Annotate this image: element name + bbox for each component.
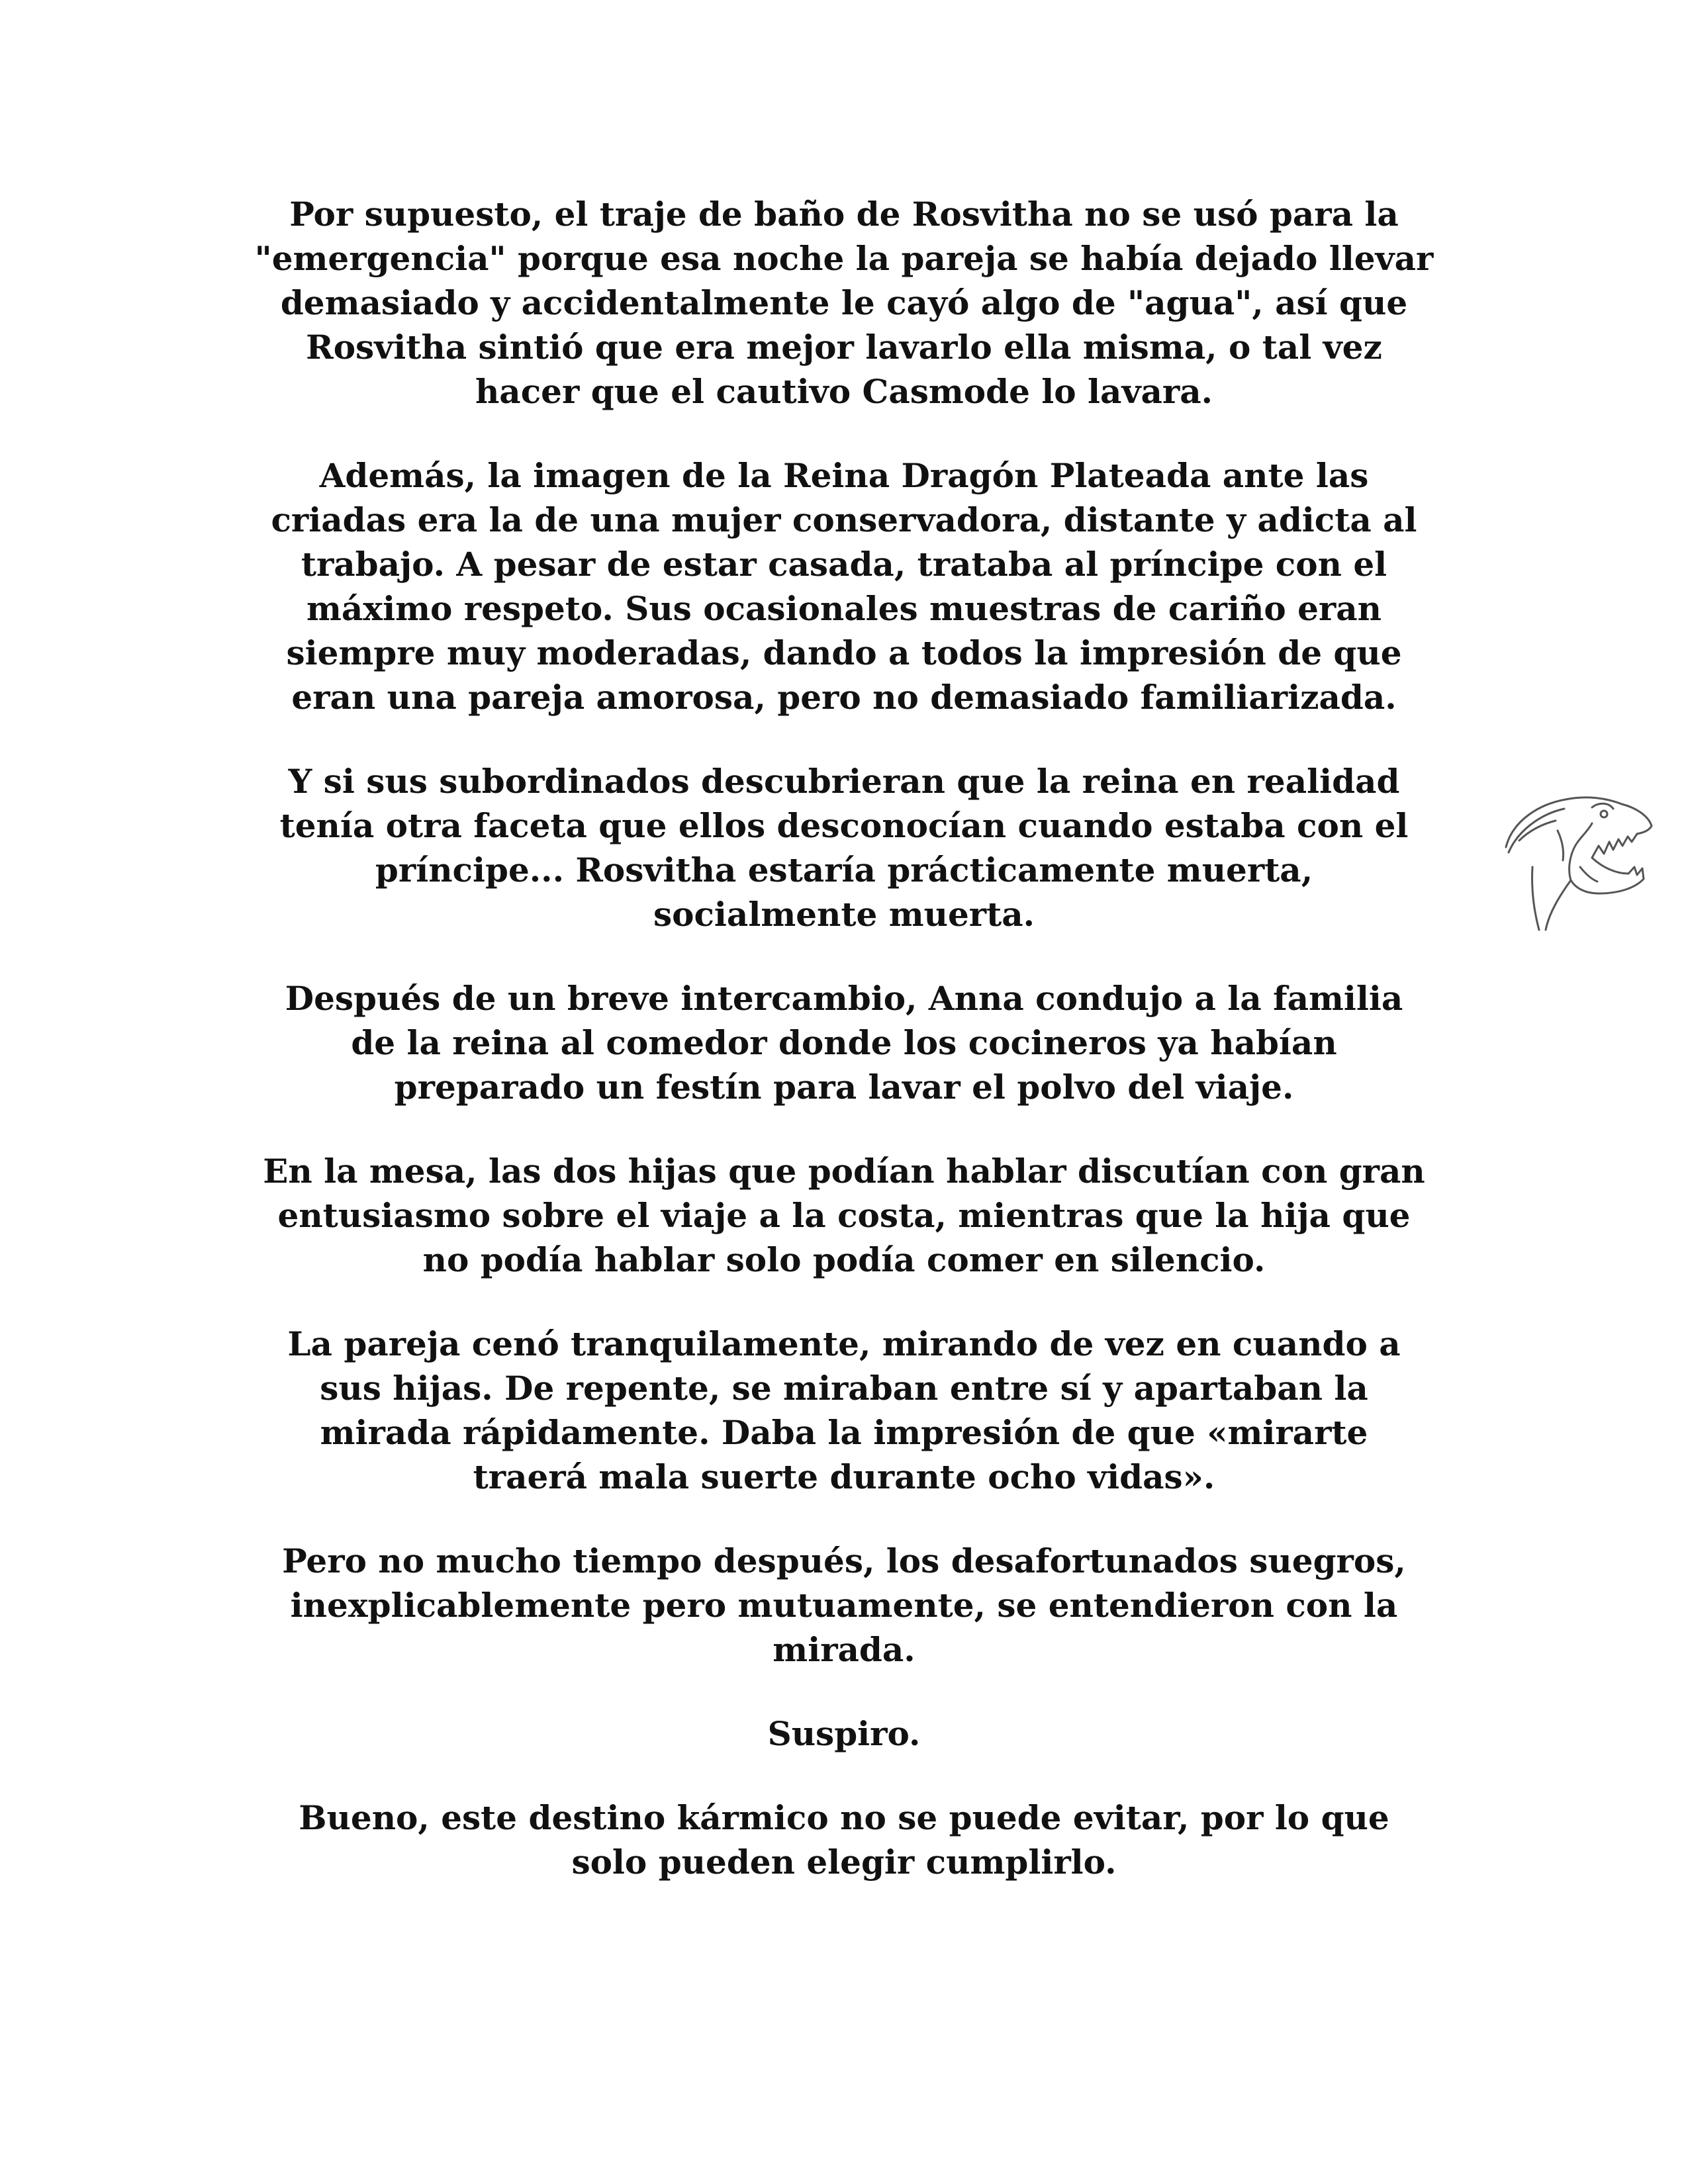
dinosaur-head-sketch-icon — [1493, 768, 1658, 933]
paragraph-1: Por supuesto, el traje de baño de Rosvitha no se usó para la "emergencia" porque esa noche la pareja se había dejado llevar demasiado y accidentalmente le cayó algo de "agua", así que Rosvitha sintió que era mejor lavarlo ella misma, o tal vez hacer que el cautivo Casmode lo lavara. — [254, 195, 1434, 411]
paragraph-7: Pero no mucho tiempo después, los desafortunados suegros, inexplicablemente pero mutuamente, se entendieron con la mirada. — [282, 1541, 1406, 1669]
paragraph-9: Bueno, este destino kármico no se puede evitar, por lo que solo pueden elegir cumplirlo. — [299, 1798, 1389, 1882]
body-text — [218, 192, 1470, 1924]
paragraph-2: Además, la imagen de la Reina Dragón Plateada ante las criadas era la de una mujer conservadora, distante y adicta al trabajo. A pesar de estar casada, trataba al príncipe con el máximo respeto. Sus ocasionales muestras de cariño eran siempre muy moderadas, dando a todos la impresión de que eran una pareja amorosa, pero no demasiado familiarizada. — [271, 456, 1417, 717]
paragraph-6: La pareja cenó tranquilamente, mirando de vez en cuando a sus hijas. De repente, se miraban entre sí y apartaban la mirada rápidamente. Daba la impresión de que «mirarte traerá mala suerte durante ocho vidas». — [287, 1324, 1401, 1496]
paragraph-3: Y si sus subordinados descubrieran que la reina en realidad tenía otra faceta que ellos desconocían cuando estaba con el príncipe... Rosvitha estaría prácticamente muerta, socialmente muerta. — [279, 762, 1409, 934]
paragraph-8: Suspiro. — [767, 1714, 921, 1753]
paragraph-4: Después de un breve intercambio, Anna condujo a la familia de la reina al comedor donde los cocineros ya habían preparado un festín para lavar el polvo del viaje. — [285, 979, 1403, 1107]
paragraph-5: En la mesa, las dos hijas que podían hablar discutían con gran entusiasmo sobre el viaje a la costa, mientras que la hija que no podía hablar solo podía comer en silencio. — [263, 1152, 1425, 1279]
